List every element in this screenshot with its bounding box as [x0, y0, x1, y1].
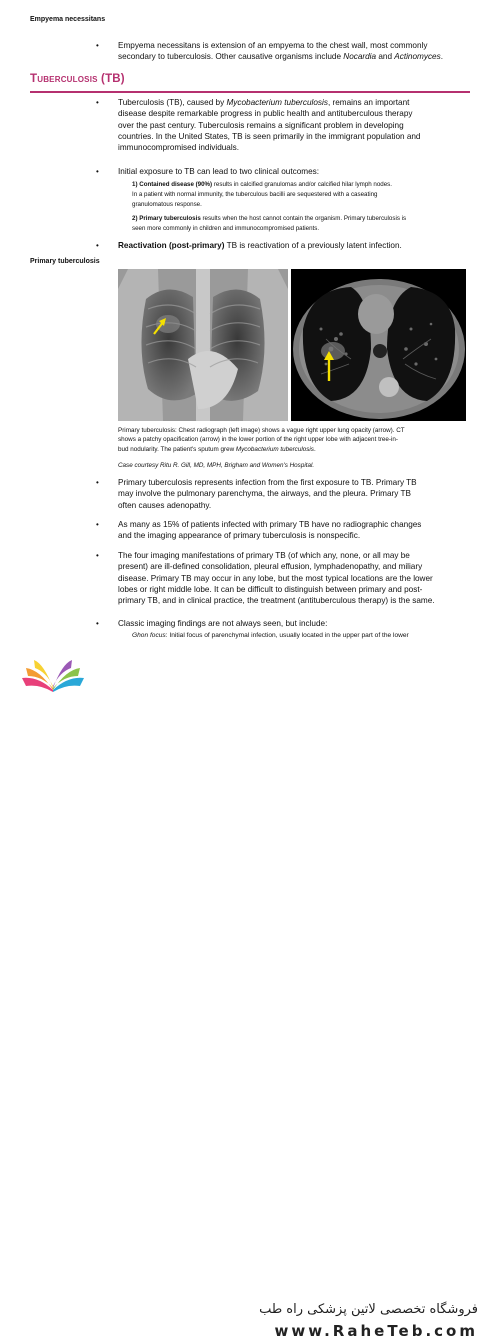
outcome-primary: 2) Primary tuberculosis results when the host cannot contain the organism. Primary tuberculosis is seen more commonly in children and immunocompromised patients. — [132, 215, 407, 232]
bullet: • — [96, 478, 99, 487]
ghon-focus-item: Ghon focus: Initial focus of parenchymal infection, usually located in the upper part of the lower — [132, 632, 409, 639]
figure-courtesy: Case courtesy Ritu R. Gill, MD, MPH, Brigham and Women's Hospital. — [118, 462, 315, 469]
bullet: • — [96, 619, 99, 628]
bullet: • — [96, 167, 99, 176]
bullet: • — [96, 520, 99, 529]
bullet: • — [96, 41, 99, 50]
empyema-bullet-text: Empyema necessitans is extension of an empyema to the chest wall, most commonly secondary to tuberculosis. Other causative organisms include Nocardia and Actinomyces. — [118, 41, 443, 62]
outcome-contained: 1) Contained disease (90%) results in calcified granulomas and/or calcified hilar lymph nodes. In a patient with normal immunity, the tuberculous bacilli are sequestered with a caseating granulomatous response. — [132, 181, 392, 208]
footer-banner — [0, 648, 500, 1340]
primary-tb-paragraph-3: The four imaging manifestations of primary TB (of which any, none, or all may be present) are ill-defined consolidation, pleural effusion, lymphadenopathy, and miliary disease. Primary TB may occur in any lobe, but the most typical locations are the lower lobes or right middle lobe. It can be difficult to distinguish between primary and post- primary TB, and in clinical practice, the treatment (antituberculous therapy) is the same. — [118, 551, 435, 606]
primary-tb-paragraph-4: Classic imaging findings are not always seen, but include: — [118, 619, 328, 628]
bullet: • — [96, 241, 99, 250]
ct-scan-image — [291, 269, 466, 421]
primary-tb-heading: Primary tuberculosis — [30, 258, 100, 265]
tb-intro-paragraph: Tuberculosis (TB), caused by Mycobacterium tuberculosis, remains an important disease despite remarkable progress in public health and antituberculous therapy over the past century. Tuberculosis remains a significant problem in developing countries. In the United States, TB is seen primarily in the immigrant population and immunocompromised individuals. — [118, 98, 421, 153]
figure-caption: Primary tuberculosis: Chest radiograph (left image) shows a vague right upper lung opacity (arrow). CT shows a patchy opacification (arrow) in the lower portion of the right upper lobe with adjacent tree-in- bud nodularity. The patient's sputum grew Mycobacterium tuberculosis. — [118, 427, 405, 453]
tb-reactivation: Reactivation (post-primary) TB is reactivation of a previously latent infection. — [118, 241, 402, 250]
tb-outcomes-intro: Initial exposure to TB can lead to two clinical outcomes: — [118, 167, 320, 176]
document-page — [0, 0, 500, 648]
bullet: • — [96, 551, 99, 560]
footer-url[interactable]: www.RaheTeb.com — [274, 1322, 478, 1340]
bullet: • — [96, 98, 99, 107]
empyema-heading: Empyema necessitans — [30, 16, 106, 23]
chest-radiograph-image — [118, 269, 288, 421]
primary-tb-paragraph-2: As many as 15% of patients infected with primary TB have no radiographic changes and the imaging appearance of primary tuberculosis is nonspecific. — [118, 520, 422, 541]
section-rule — [30, 91, 470, 93]
footer-persian-text: فروشگاه تخصصی لاتین پزشکی راه طب — [259, 1302, 478, 1317]
primary-tb-paragraph-1: Primary tuberculosis represents infection from the first exposure to TB. Primary TB may involve the pulmonary parenchyma, the airways, and the pleura. Primary TB often causes adenopathy. — [118, 478, 417, 510]
book-logo-icon — [18, 656, 88, 694]
section-title: Tuberculosis (TB) — [30, 73, 125, 85]
